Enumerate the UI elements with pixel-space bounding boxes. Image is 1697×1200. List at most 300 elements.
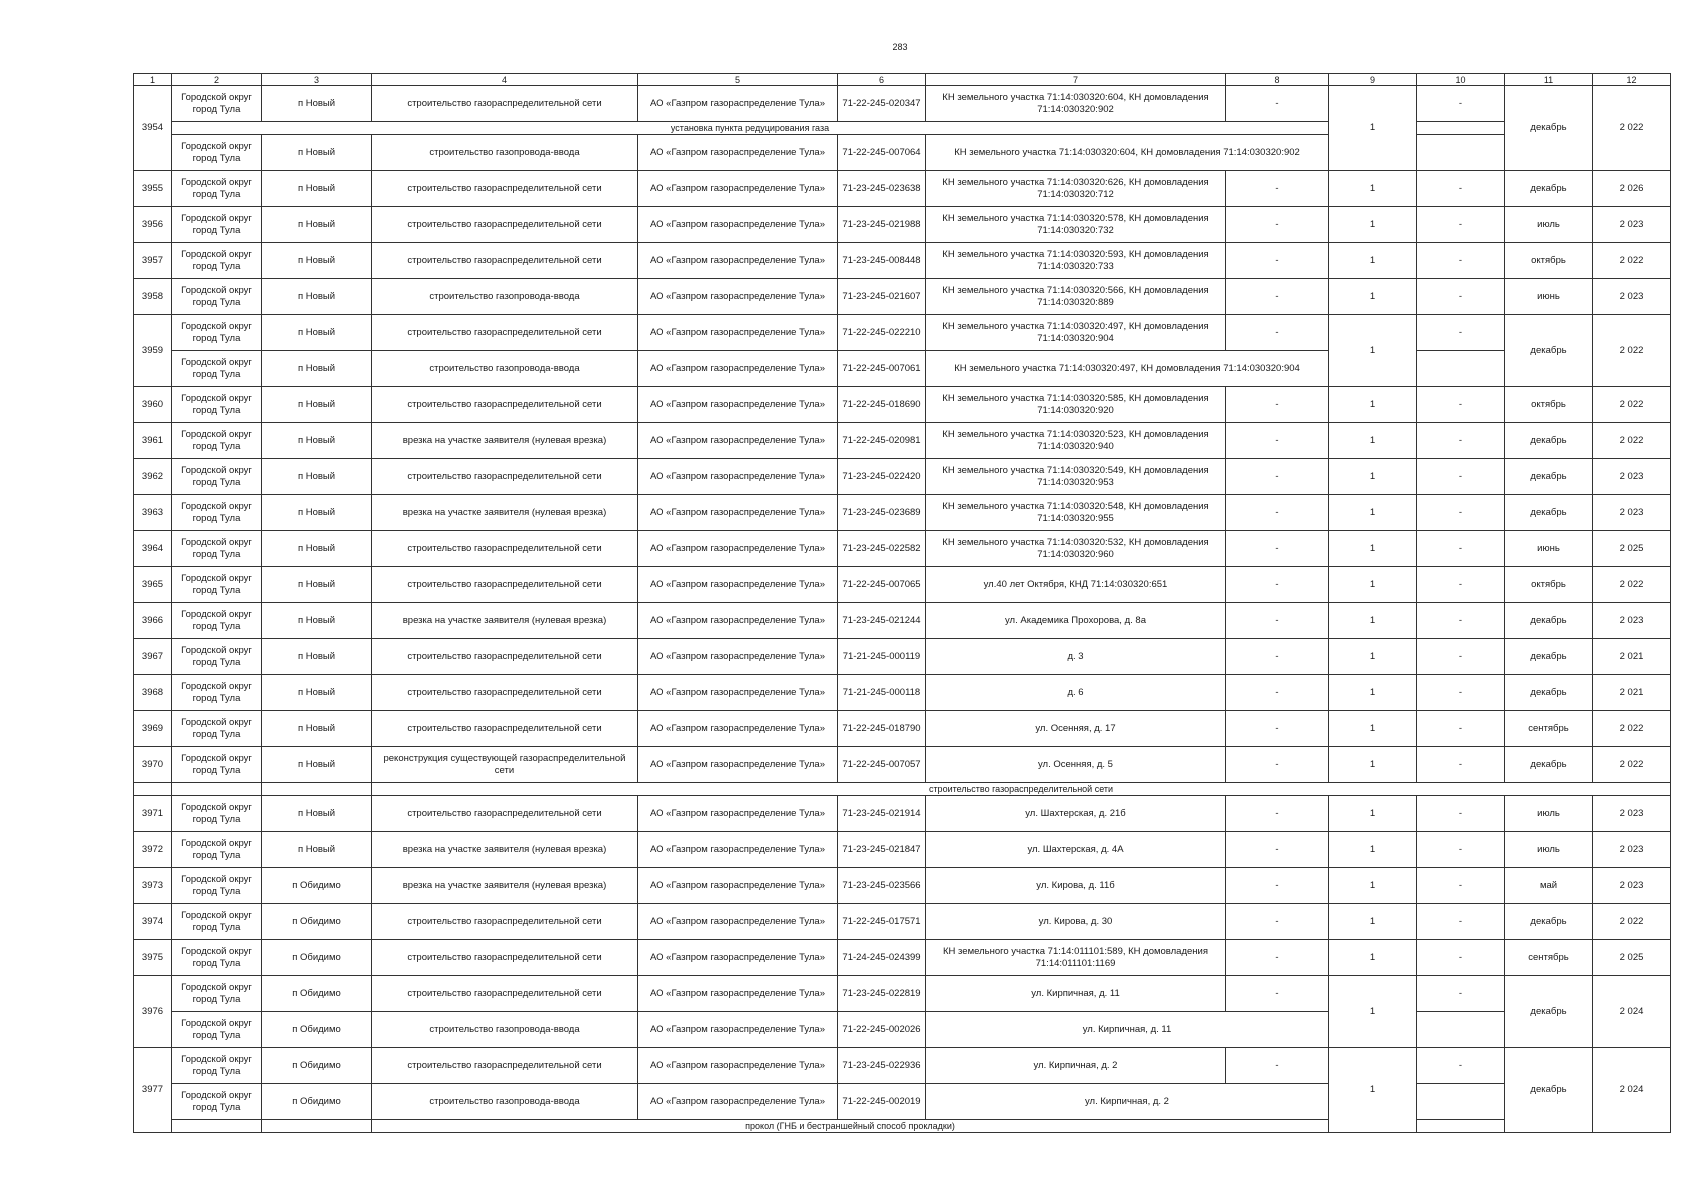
col10-value: - [1417,531,1505,567]
settlement: п Новый [262,495,372,531]
col8-value: - [1226,832,1329,868]
municipality: Городской округ город Тула [172,279,262,315]
municipality: Городской округ город Тула [172,796,262,832]
municipality: Городской округ город Тула [172,976,262,1012]
organization: АО «Газпром газораспределение Тула» [638,279,838,315]
settlement: п Новый [262,387,372,423]
municipality: Городской округ город Тула [172,832,262,868]
col9-value: 1 [1329,459,1417,495]
col8-value: - [1226,567,1329,603]
table-row [134,832,1671,868]
settlement: п Новый [262,459,372,495]
work-type: строительство газопровода-ввода [372,1084,638,1120]
row-number: 3955 [134,171,172,207]
address: ул. Кирпичная, д. 11 [926,976,1226,1012]
row-number: 3969 [134,711,172,747]
col8-value: - [1226,747,1329,783]
col9-value: 1 [1329,940,1417,976]
header-row [134,74,1671,86]
municipality: Городской округ город Тула [172,1084,262,1120]
month: июль [1505,207,1593,243]
year: 2 022 [1593,711,1671,747]
col8-value: - [1226,459,1329,495]
col9-value: 1 [1329,171,1417,207]
month: июль [1505,796,1593,832]
table-row [134,1012,1671,1048]
month: сентябрь [1505,711,1593,747]
sub-row [134,1120,1671,1133]
col8-value: - [1226,639,1329,675]
month: октябрь [1505,387,1593,423]
year: 2 023 [1593,832,1671,868]
settlement: п Новый [262,603,372,639]
row-number: 3961 [134,423,172,459]
year: 2 023 [1593,868,1671,904]
organization: АО «Газпром газораспределение Тула» [638,86,838,122]
column-header: 9 [1329,74,1417,86]
contract-number: 71-23-245-023638 [838,171,926,207]
contract-number: 71-22-245-017571 [838,904,926,940]
col8-value: - [1226,387,1329,423]
row-number: 3972 [134,832,172,868]
table-row [134,387,1671,423]
settlement: п Новый [262,423,372,459]
year: 2 023 [1593,279,1671,315]
table-row [134,567,1671,603]
sub-work-type: установка пункта редуцирования газа [172,122,1329,135]
work-type: строительство газораспределительной сети [372,639,638,675]
row-number: 3958 [134,279,172,315]
organization: АО «Газпром газораспределение Тула» [638,387,838,423]
settlement: п Обидимо [262,976,372,1012]
work-type: врезка на участке заявителя (нулевая врезка) [372,868,638,904]
contract-number: 71-23-245-023689 [838,495,926,531]
month: декабрь [1505,747,1593,783]
table-row [134,207,1671,243]
organization: АО «Газпром газораспределение Тула» [638,796,838,832]
municipality: Городской округ город Тула [172,459,262,495]
col8-value: - [1226,315,1329,351]
table-row [134,976,1671,1012]
contract-number: 71-22-245-007065 [838,567,926,603]
col10-value: - [1417,904,1505,940]
address: ул. Шахтерская, д. 21б [926,796,1226,832]
contract-number: 71-23-245-022420 [838,459,926,495]
contract-number: 71-23-245-022936 [838,1048,926,1084]
settlement: п Обидимо [262,1012,372,1048]
year: 2 023 [1593,603,1671,639]
work-type: строительство газораспределительной сети [372,207,638,243]
municipality: Городской округ город Тула [172,639,262,675]
organization: АО «Газпром газораспределение Тула» [638,315,838,351]
address: д. 6 [926,675,1226,711]
empty-cell [1417,1120,1505,1133]
work-type: строительство газораспределительной сети [372,675,638,711]
settlement: п Новый [262,135,372,171]
column-header: 11 [1505,74,1593,86]
settlement: п Обидимо [262,1048,372,1084]
municipality: Городской округ город Тула [172,567,262,603]
table-row [134,747,1671,783]
column-header: 4 [372,74,638,86]
organization: АО «Газпром газораспределение Тула» [638,832,838,868]
settlement: п Новый [262,711,372,747]
month: декабрь [1505,675,1593,711]
table-row [134,243,1671,279]
col9-value: 1 [1329,1048,1417,1133]
table-row [134,459,1671,495]
sub-row [134,783,1671,796]
contract-number: 71-22-245-020347 [838,86,926,122]
column-header: 3 [262,74,372,86]
month: декабрь [1505,171,1593,207]
municipality: Городской округ город Тула [172,711,262,747]
organization: АО «Газпром газораспределение Тула» [638,171,838,207]
contract-number: 71-21-245-000119 [838,639,926,675]
month: декабрь [1505,86,1593,171]
col10-value: - [1417,675,1505,711]
year: 2 025 [1593,940,1671,976]
organization: АО «Газпром газораспределение Тула» [638,1048,838,1084]
address: КН земельного участка 71:14:030320:532, КН домовладения 71:14:030320:960 [926,531,1226,567]
col9-value: 1 [1329,639,1417,675]
table-row [134,135,1671,171]
table-row [134,796,1671,832]
col10-value: - [1417,711,1505,747]
col8-value: - [1226,868,1329,904]
address: ул. Академика Прохорова, д. 8а [926,603,1226,639]
municipality: Городской округ город Тула [172,940,262,976]
settlement: п Новый [262,315,372,351]
contract-number: 71-22-245-022210 [838,315,926,351]
month: июнь [1505,279,1593,315]
row-number: 3960 [134,387,172,423]
col10-value: - [1417,387,1505,423]
municipality: Городской округ город Тула [172,747,262,783]
contract-number: 71-22-245-020981 [838,423,926,459]
address: КН земельного участка 71:14:030320:548, КН домовладения 71:14:030320:955 [926,495,1226,531]
table-row [134,315,1671,351]
empty-cell [1417,135,1505,171]
year: 2 021 [1593,675,1671,711]
table-row [134,603,1671,639]
contract-number: 71-23-245-023566 [838,868,926,904]
gas-connection-table [133,73,1671,1133]
municipality: Городской округ город Тула [172,531,262,567]
col9-value: 1 [1329,747,1417,783]
sub-work-type: строительство газораспределительной сети [372,783,1671,796]
address: КН земельного участка 71:14:030320:604, КН домовладения 71:14:030320:902 [926,86,1226,122]
page-number: 283 [892,42,908,52]
column-header: 10 [1417,74,1505,86]
month: июль [1505,832,1593,868]
col9-value: 1 [1329,675,1417,711]
address: КН земельного участка 71:14:030320:549, КН домовладения 71:14:030320:953 [926,459,1226,495]
col8-value: - [1226,1048,1329,1084]
address: КН земельного участка 71:14:030320:523, КН домовладения 71:14:030320:940 [926,423,1226,459]
month: декабрь [1505,603,1593,639]
table-row [134,904,1671,940]
col9-value: 1 [1329,832,1417,868]
table-row [134,279,1671,315]
empty-cell [134,783,172,796]
address: ул. Кирова, д. 30 [926,904,1226,940]
row-number: 3977 [134,1048,172,1133]
contract-number: 71-22-245-007057 [838,747,926,783]
col9-value: 1 [1329,207,1417,243]
col9-value: 1 [1329,868,1417,904]
col10-value: - [1417,639,1505,675]
table-row [134,495,1671,531]
table-row [134,1048,1671,1084]
column-header: 8 [1226,74,1329,86]
settlement: п Новый [262,86,372,122]
row-number: 3971 [134,796,172,832]
municipality: Городской округ город Тула [172,86,262,122]
column-header: 6 [838,74,926,86]
year: 2 023 [1593,495,1671,531]
row-number: 3975 [134,940,172,976]
col9-value: 1 [1329,387,1417,423]
col10-value: - [1417,495,1505,531]
municipality: Городской округ город Тула [172,351,262,387]
col10-value: - [1417,315,1505,351]
table-row [134,1084,1671,1120]
col9-value: 1 [1329,86,1417,171]
col10-value: - [1417,832,1505,868]
table-row [134,351,1671,387]
work-type: строительство газораспределительной сети [372,459,638,495]
municipality: Городской округ город Тула [172,243,262,279]
table-row [134,940,1671,976]
address: КН земельного участка 71:14:030320:626, КН домовладения 71:14:030320:712 [926,171,1226,207]
year: 2 025 [1593,531,1671,567]
address: ул. Осенняя, д. 5 [926,747,1226,783]
col8-value: - [1226,243,1329,279]
settlement: п Новый [262,747,372,783]
col10-value: - [1417,868,1505,904]
organization: АО «Газпром газораспределение Тула» [638,940,838,976]
work-type: строительство газопровода-ввода [372,1012,638,1048]
settlement: п Обидимо [262,1084,372,1120]
work-type: строительство газораспределительной сети [372,796,638,832]
month: декабрь [1505,495,1593,531]
row-number: 3956 [134,207,172,243]
settlement: п Новый [262,531,372,567]
month: май [1505,868,1593,904]
settlement: п Обидимо [262,904,372,940]
year: 2 022 [1593,567,1671,603]
month: декабрь [1505,423,1593,459]
organization: АО «Газпром газораспределение Тула» [638,868,838,904]
col8-value: - [1226,279,1329,315]
contract-number: 71-24-245-024399 [838,940,926,976]
col10-value: - [1417,207,1505,243]
month: июнь [1505,531,1593,567]
settlement: п Новый [262,171,372,207]
year: 2 022 [1593,747,1671,783]
address: ул.40 лет Октября, КНД 71:14:030320:651 [926,567,1226,603]
col8-value: - [1226,603,1329,639]
organization: АО «Газпром газораспределение Тула» [638,675,838,711]
address: ул. Кирпичная, д. 2 [926,1084,1329,1120]
year: 2 024 [1593,1048,1671,1133]
organization: АО «Газпром газораспределение Тула» [638,603,838,639]
organization: АО «Газпром газораспределение Тула» [638,711,838,747]
col10-value: - [1417,1048,1505,1084]
work-type: строительство газораспределительной сети [372,86,638,122]
empty-cell [1417,122,1505,135]
column-header: 1 [134,74,172,86]
empty-cell [262,1120,372,1133]
address: КН земельного участка 71:14:030320:497, КН домовладения 71:14:030320:904 [926,315,1226,351]
settlement: п Новый [262,279,372,315]
contract-number: 71-23-245-021988 [838,207,926,243]
row-number: 3970 [134,747,172,783]
contract-number: 71-22-245-007061 [838,351,926,387]
work-type: врезка на участке заявителя (нулевая врезка) [372,423,638,459]
organization: АО «Газпром газораспределение Тула» [638,747,838,783]
organization: АО «Газпром газораспределение Тула» [638,459,838,495]
table-row [134,86,1671,122]
month: декабрь [1505,459,1593,495]
address: ул. Кирова, д. 11б [926,868,1226,904]
settlement: п Обидимо [262,940,372,976]
row-number: 3966 [134,603,172,639]
row-number: 3974 [134,904,172,940]
address: ул. Кирпичная, д. 2 [926,1048,1226,1084]
col9-value: 1 [1329,279,1417,315]
col10-value: - [1417,603,1505,639]
month: октябрь [1505,567,1593,603]
empty-cell [172,1120,262,1133]
work-type: строительство газораспределительной сети [372,243,638,279]
settlement: п Новый [262,207,372,243]
col9-value: 1 [1329,531,1417,567]
work-type: врезка на участке заявителя (нулевая врезка) [372,832,638,868]
work-type: строительство газопровода-ввода [372,279,638,315]
month: декабрь [1505,315,1593,387]
settlement: п Новый [262,832,372,868]
contract-number: 71-22-245-018690 [838,387,926,423]
organization: АО «Газпром газораспределение Тула» [638,904,838,940]
work-type: строительство газораспределительной сети [372,171,638,207]
col8-value: - [1226,675,1329,711]
col9-value: 1 [1329,904,1417,940]
col8-value: - [1226,423,1329,459]
year: 2 022 [1593,423,1671,459]
organization: АО «Газпром газораспределение Тула» [638,976,838,1012]
work-type: строительство газопровода-ввода [372,351,638,387]
col10-value: - [1417,796,1505,832]
year: 2 022 [1593,86,1671,171]
column-header: 12 [1593,74,1671,86]
column-header: 7 [926,74,1226,86]
address: ул. Кирпичная, д. 11 [926,1012,1329,1048]
address: ул. Шахтерская, д. 4А [926,832,1226,868]
settlement: п Обидимо [262,868,372,904]
row-number: 3957 [134,243,172,279]
row-number: 3967 [134,639,172,675]
table-row [134,423,1671,459]
col10-value: - [1417,171,1505,207]
col10-value: - [1417,423,1505,459]
contract-number: 71-23-245-022819 [838,976,926,1012]
contract-number: 71-22-245-018790 [838,711,926,747]
work-type: врезка на участке заявителя (нулевая врезка) [372,603,638,639]
empty-cell [262,783,372,796]
municipality: Городской округ город Тула [172,135,262,171]
row-number: 3968 [134,675,172,711]
municipality: Городской округ город Тула [172,207,262,243]
work-type: реконструкция существующей газораспределительной сети [372,747,638,783]
month: сентябрь [1505,940,1593,976]
year: 2 022 [1593,315,1671,387]
row-number: 3962 [134,459,172,495]
col8-value: - [1226,171,1329,207]
col9-value: 1 [1329,711,1417,747]
col9-value: 1 [1329,315,1417,387]
municipality: Городской округ город Тула [172,423,262,459]
year: 2 024 [1593,976,1671,1048]
contract-number: 71-22-245-002026 [838,1012,926,1048]
col9-value: 1 [1329,423,1417,459]
col9-value: 1 [1329,976,1417,1048]
col8-value: - [1226,531,1329,567]
empty-cell [1417,351,1505,387]
sub-row [134,122,1671,135]
col8-value: - [1226,495,1329,531]
row-number: 3954 [134,86,172,171]
col9-value: 1 [1329,796,1417,832]
contract-number: 71-23-245-021607 [838,279,926,315]
address: ул. Осенняя, д. 17 [926,711,1226,747]
sub-work-type: прокол (ГНБ и бестраншейный способ прокладки) [372,1120,1329,1133]
column-header: 2 [172,74,262,86]
col8-value: - [1226,976,1329,1012]
settlement: п Новый [262,567,372,603]
organization: АО «Газпром газораспределение Тула» [638,1084,838,1120]
col8-value: - [1226,904,1329,940]
col10-value: - [1417,86,1505,122]
col9-value: 1 [1329,495,1417,531]
organization: АО «Газпром газораспределение Тула» [638,243,838,279]
row-number: 3959 [134,315,172,387]
year: 2 023 [1593,459,1671,495]
table-row [134,171,1671,207]
row-number: 3973 [134,868,172,904]
year: 2 021 [1593,639,1671,675]
address: КН земельного участка 71:14:030320:585, КН домовладения 71:14:030320:920 [926,387,1226,423]
contract-number: 71-23-245-021847 [838,832,926,868]
year: 2 022 [1593,243,1671,279]
contract-number: 71-23-245-021244 [838,603,926,639]
year: 2 023 [1593,207,1671,243]
work-type: строительство газораспределительной сети [372,711,638,747]
year: 2 023 [1593,796,1671,832]
col10-value: - [1417,567,1505,603]
municipality: Городской округ город Тула [172,495,262,531]
municipality: Городской округ город Тула [172,603,262,639]
contract-number: 71-23-245-008448 [838,243,926,279]
organization: АО «Газпром газораспределение Тула» [638,495,838,531]
settlement: п Новый [262,675,372,711]
col8-value: - [1226,86,1329,122]
work-type: строительство газораспределительной сети [372,1048,638,1084]
row-number: 3965 [134,567,172,603]
settlement: п Новый [262,796,372,832]
organization: АО «Газпром газораспределение Тула» [638,1012,838,1048]
